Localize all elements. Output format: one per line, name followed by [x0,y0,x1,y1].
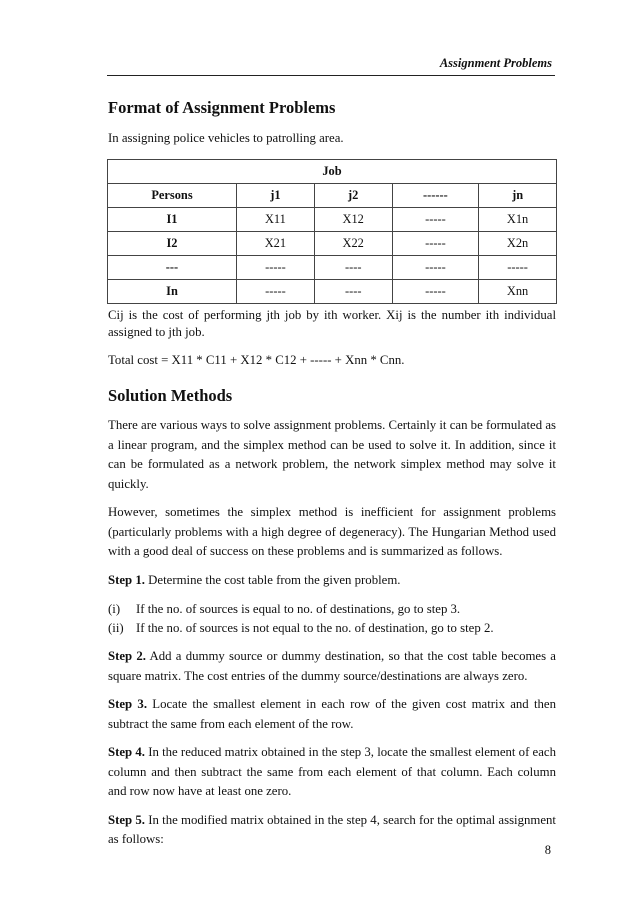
step-label: Step 2. [108,649,147,663]
step-3 [108,695,556,734]
table-cell: X2n [479,231,557,255]
table-cell: X1n [479,207,557,231]
step-1-sublist [108,600,556,638]
step-text: In the reduced matrix obtained in the step 3, locate the smallest element of each column and then subtract the same from each element of that column. Each column and row now have at least one zero. [108,745,556,798]
page-number: 8 [544,843,551,857]
row-header: I2 [108,231,237,255]
step-5 [108,811,556,850]
table-cell: X22 [314,231,392,255]
table-cell: ----- [392,207,479,231]
column-header: Persons [108,183,237,207]
step-label: Step 5. [108,812,146,827]
section-title-solution: Solution Methods [108,386,233,405]
step-text: Locate the smallest element in each row of the given cost matrix and then subtract the same from each element of the row. [108,697,556,731]
column-header: j1 [237,183,315,207]
step-2 [108,647,556,686]
paragraph: There are various ways to solve assignment problems. Certainly it can be formulated as a linear program, and the simplex method can be used to solve it. In addition, since it can be formulated as a network problem, the network simplex method may solve it quickly. [108,418,556,491]
step-text: In the modified matrix obtained in the step 4, search for the optimal assignment as follows: [108,812,556,846]
table-cell: ----- [392,231,479,255]
table-row [108,207,557,231]
step-label: Step 3. [108,697,148,711]
table-header-row [108,183,557,207]
table-group-header-row [108,159,557,183]
table-row [108,255,557,279]
table-cell: ----- [237,255,315,279]
step-text: Add a dummy source or dummy destination, so that the cost table becomes a square matrix. The cost entries of the dummy source/destinations are always zero. [108,649,556,683]
paragraph: However, sometimes the simplex method is inefficient for assignment problems (particularly problems with a high degree of degeneracy). The Hungarian Method used with a good deal of success on these problems and is summarized as follows. [108,505,556,558]
table-cell: ---- [314,279,392,303]
list-item-text: If the no. of sources is equal to no. of destinations, go to step 3. [136,602,461,616]
table-cell: ---- [314,255,392,279]
running-head: Assignment Problems [439,56,552,70]
step-4 [108,743,556,802]
page-content [108,98,556,850]
row-header: --- [108,255,237,279]
column-header: j2 [314,183,392,207]
cost-definition-text: Cij is the cost of performing jth job by ith worker. Xij is the number ith individual assigned to jth job. [108,307,556,339]
header-rule [107,75,555,76]
table-cell: X21 [237,231,315,255]
table-cell: X11 [237,207,315,231]
table-cell: ----- [392,255,479,279]
table-row [108,231,557,255]
total-cost-text: Total cost = X11 * C11 + X12 * C12 + ----- + Xnn * Cnn. [108,352,405,367]
list-item-text: If the no. of sources is not equal to the no. of destination, go to step 2. [136,621,494,635]
list-marker: (ii) [108,621,124,635]
column-header: ------ [392,183,479,207]
table-group-header: Job [108,159,557,183]
intro-text: In assigning police vehicles to patrolling area. [108,131,344,145]
row-header: In [108,279,237,303]
table-row [108,279,557,303]
table-cell: Xnn [479,279,557,303]
list-item [108,619,556,638]
column-header: jn [479,183,557,207]
table-cell: ----- [392,279,479,303]
row-header: I1 [108,207,237,231]
step-label: Step 1. [108,572,145,587]
list-marker: (i) [108,602,121,616]
table-cell: X12 [314,207,392,231]
step-1 [108,571,556,591]
section-title-format: Format of Assignment Problems [108,98,336,117]
assignment-table [107,159,557,304]
table-cell: ----- [237,279,315,303]
step-label: Step 4. [108,745,145,759]
list-item [108,600,556,619]
step-text: Determine the cost table from the given problem. [144,572,401,587]
table-cell: ----- [479,255,557,279]
